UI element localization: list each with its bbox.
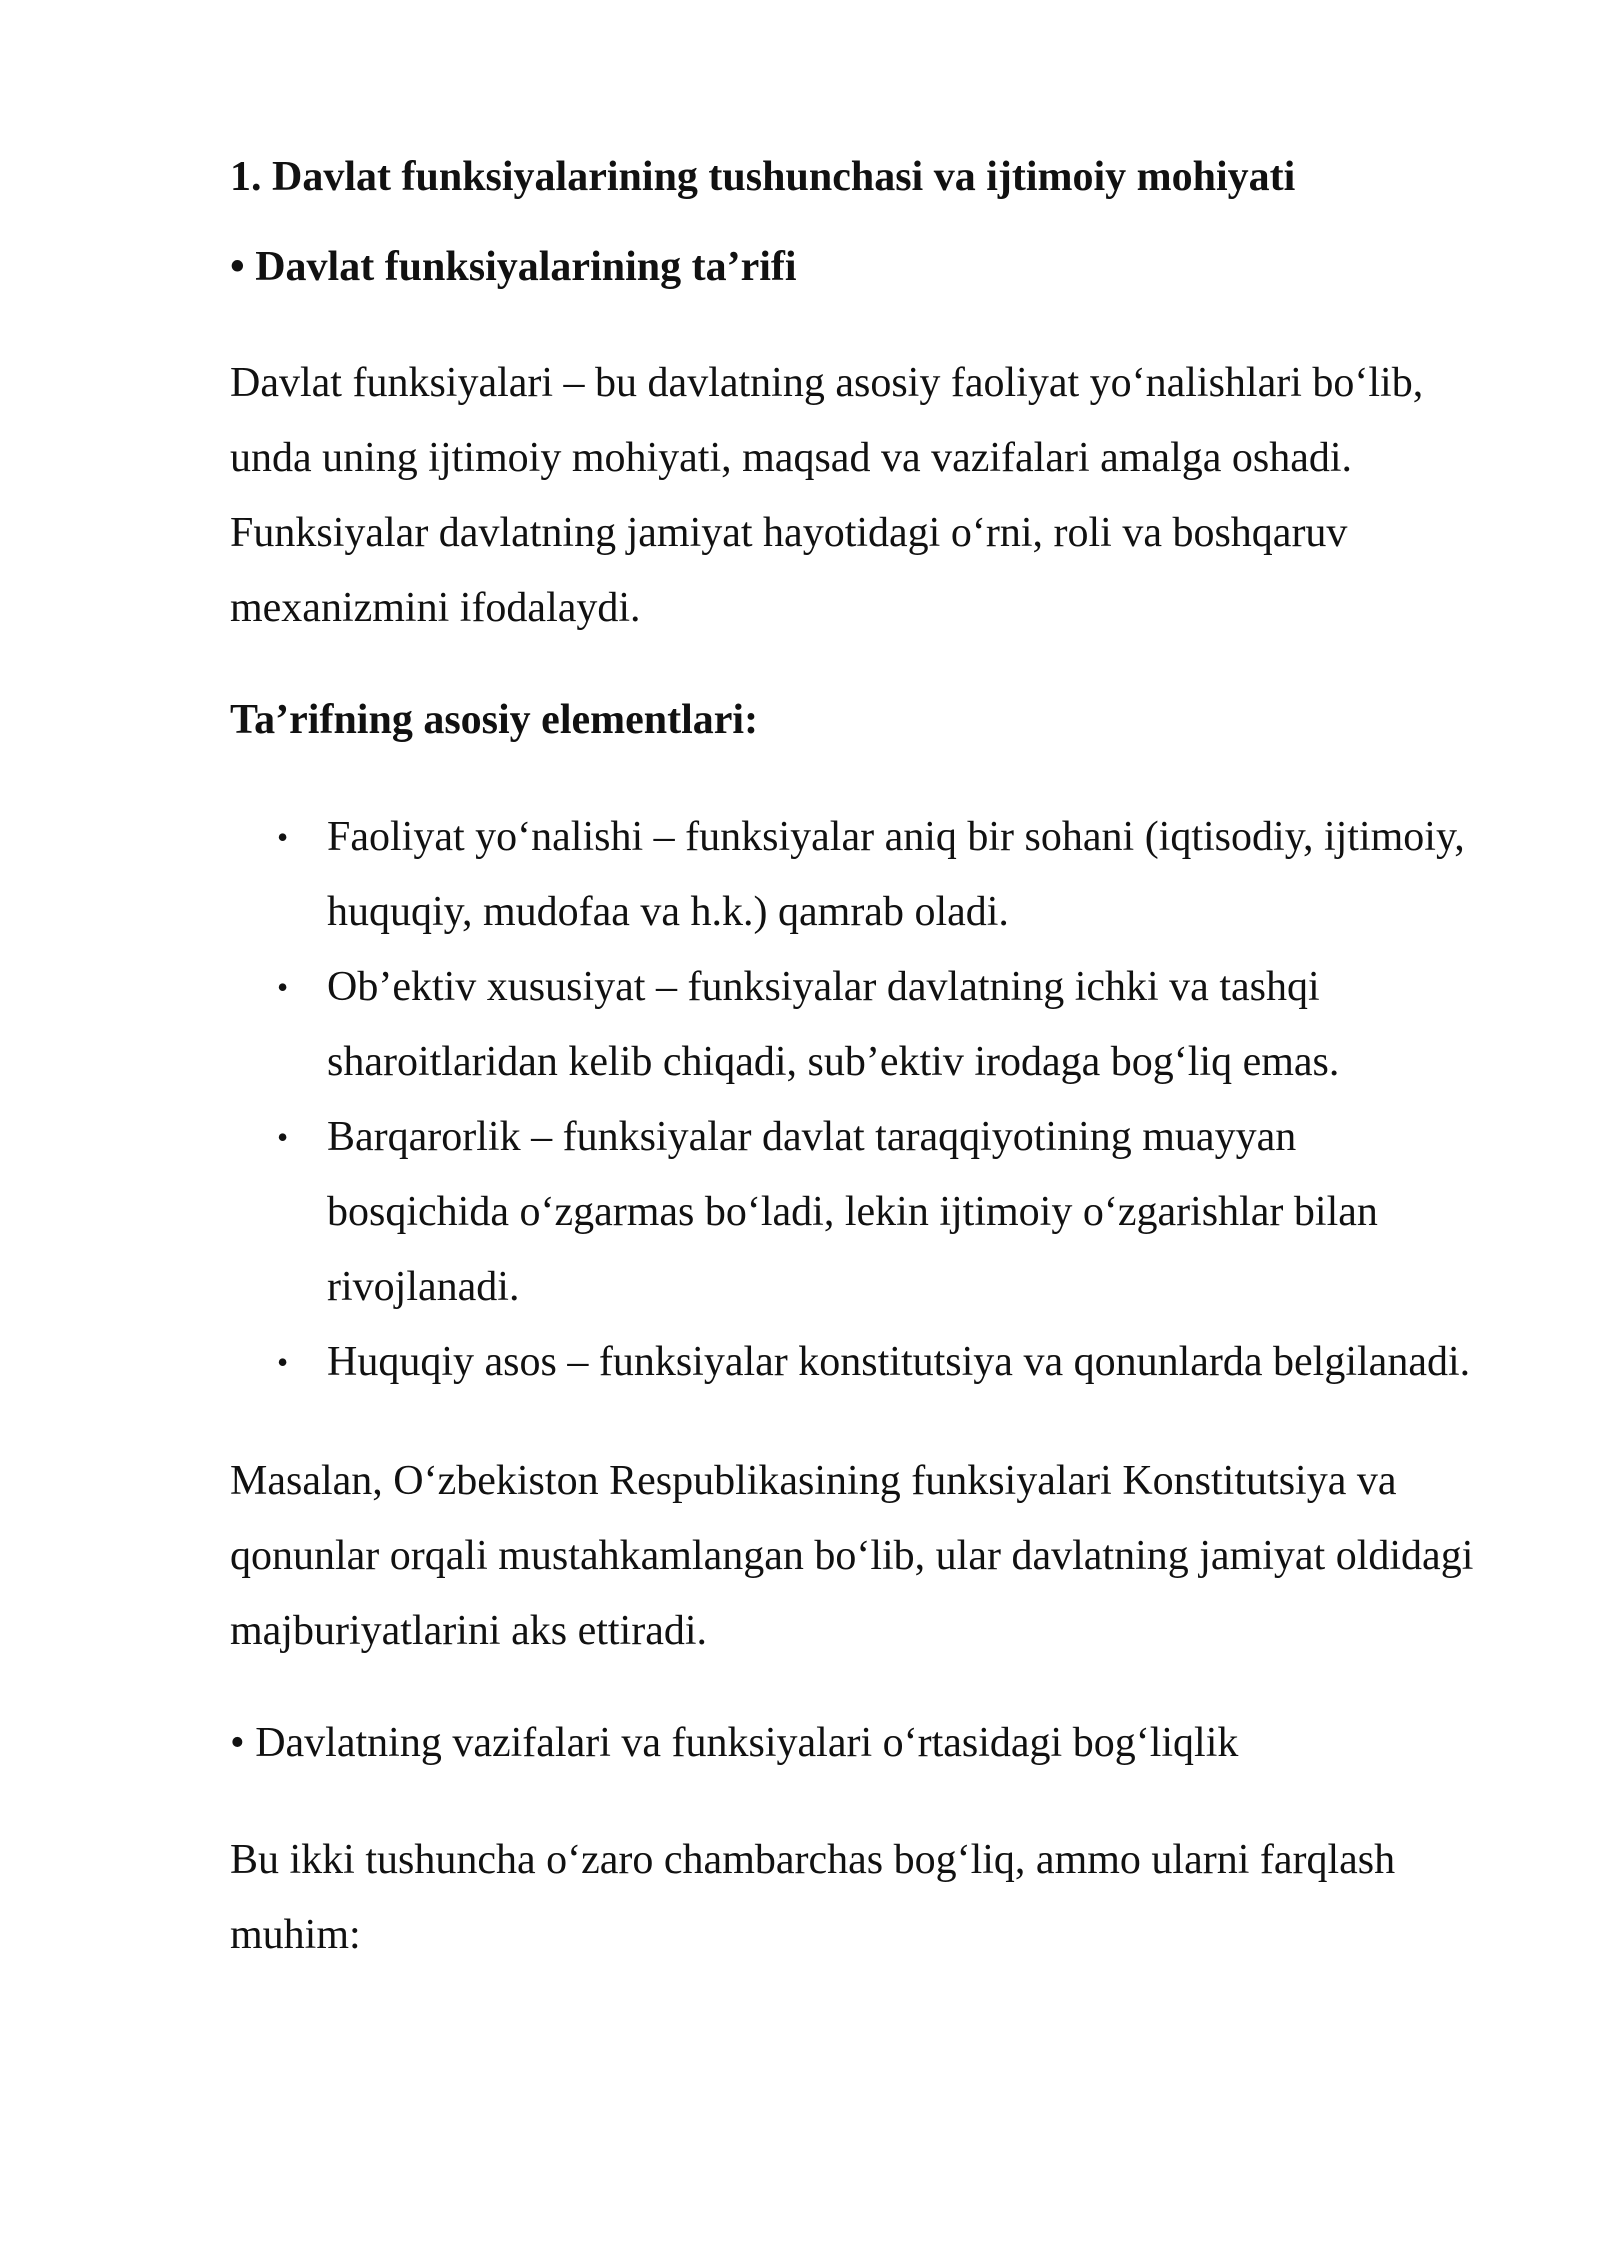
relation-heading: • Davlatning vazifalari va funksiyalari o‘rtasidagi bog‘liqlik [230, 1720, 1239, 1766]
relation-paragraph: Bu ikki tushuncha o‘zaro chambarchas bog‘liq, ammo ularni farqlash muhim: [230, 1837, 1396, 1958]
list-item [230, 1325, 1480, 1400]
bullet-icon: • [277, 1119, 289, 1155]
document-page [230, 150, 1480, 2017]
definition-paragraph: Davlat funksiyalari – bu davlatning asosiy faoliyat yo‘nalishlari bo‘lib, unda uning ijtimoiy mohiyati, maqsad va vazifalari amalga oshadi. Funksiyalar davlatning jamiyat hayotidagi o‘rni, roli va boshqaruv mexanizmini ifodalaydi. [230, 360, 1424, 631]
bullet-icon: • [277, 1344, 289, 1380]
list-item [230, 950, 1480, 1100]
list-item-text: Barqarorlik – funksiyalar davlat taraqqiyotining muayyan bosqichida o‘zgarmas bo‘ladi, lekin ijtimoiy o‘zgarishlar bilan rivojlanadi. [327, 1114, 1378, 1310]
list-item [230, 1100, 1480, 1325]
bullet-icon: • [277, 969, 289, 1005]
example-paragraph: Masalan, O‘zbekiston Respublikasining funksiyalari Konstitutsiya va qonunlar orqali mustahkamlangan bo‘lib, ular davlatning jamiyat oldidagi majburiyatlarini aks ettiradi. [230, 1458, 1474, 1654]
list-item [230, 800, 1480, 950]
list-item-text: Ob’ektiv xususiyat – funksiyalar davlatning ichki va tashqi sharoitlaridan kelib chiqadi, sub’ektiv irodaga bog‘liq emas. [327, 964, 1340, 1085]
subsection-title: • Davlat funksiyalarining ta’rifi [230, 244, 797, 290]
list-item-text: Faoliyat yo‘nalishi – funksiyalar aniq bir sohani (iqtisodiy, ijtimoiy, huquqiy, mudofaa va h.k.) qamrab oladi. [327, 814, 1465, 935]
section-title: 1. Davlat funksiyalarining tushunchasi va ijtimoiy mohiyati [230, 154, 1296, 200]
list-item-text: Huquqiy asos – funksiyalar konstitutsiya va qonunlarda belgilanadi. [327, 1339, 1471, 1385]
elements-heading: Ta’rifning asosiy elementlari: [230, 697, 759, 743]
bullet-icon: • [277, 819, 289, 855]
elements-list [230, 800, 1480, 1400]
